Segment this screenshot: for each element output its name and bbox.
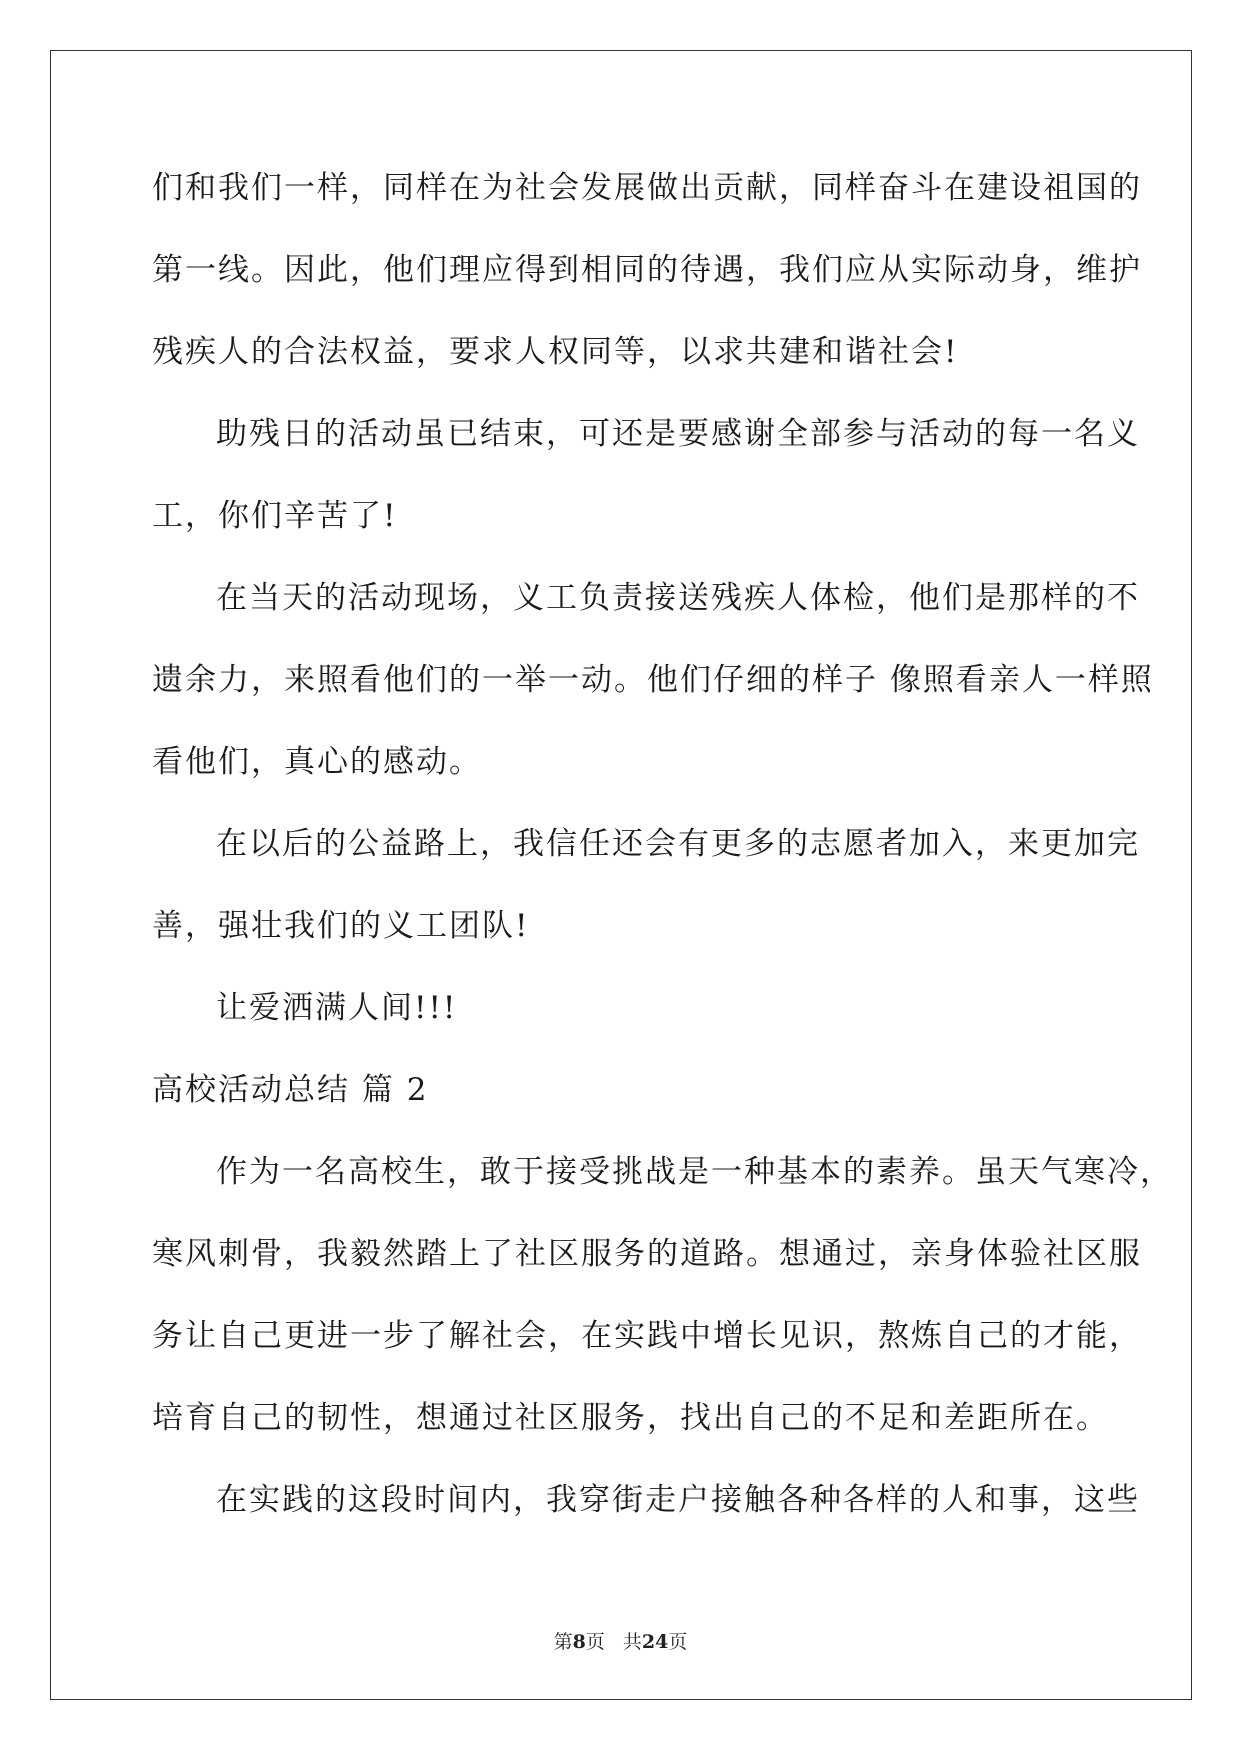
page-suffix: 页 — [585, 1631, 605, 1653]
paragraph-start: 作为一名高校生，敢于接受挑战是一种基本的素养。虽天气寒冷， — [216, 1154, 1173, 1190]
text-line: 务让自己更进一步了解社会，在实践中增长见识，熬炼自己的才能， — [152, 1318, 1142, 1354]
paragraph-start: 在以后的公益路上，我信任还会有更多的志愿者加入，来更加完 — [216, 826, 1140, 862]
document-body — [152, 160, 1173, 1554]
text-line: 们和我们一样，同样在为社会发展做出贡献，同样奋斗在建设祖国的 — [152, 170, 1142, 206]
text-line: 工，你们辛苦了! — [152, 498, 398, 534]
paragraph-start: 在当天的活动现场，义工负责接送残疾人体检，他们是那样的不 — [216, 580, 1140, 616]
page-number: 8 — [572, 1631, 586, 1653]
text-line: 善，强壮我们的义工团队! — [152, 908, 530, 944]
page-footer — [0, 1627, 1241, 1654]
paragraph-start: 助残日的活动虽已结束，可还是要感谢全部参与活动的每一名义 — [216, 416, 1140, 452]
paragraph-start: 在实践的这段时间内，我穿街走户接触各种各样的人和事，这些 — [216, 1482, 1140, 1518]
text-line: 残疾人的合法权益，要求人权同等，以求共建和谐社会! — [152, 334, 959, 370]
page-prefix: 第 — [553, 1631, 573, 1653]
text-line: 寒风刺骨，我毅然踏上了社区服务的道路。想通过，亲身体验社区服 — [152, 1236, 1142, 1272]
text-line: 第一线。因此，他们理应得到相同的待遇，我们应从实际动身，维护 — [152, 252, 1142, 288]
total-pages: 24 — [641, 1631, 669, 1653]
total-suffix: 页 — [668, 1631, 688, 1653]
total-prefix: 共 — [622, 1631, 642, 1653]
text-line: 培育自己的韧性，想通过社区服务，找出自己的不足和差距所在。 — [152, 1400, 1109, 1436]
text-line: 看他们，真心的感动。 — [152, 744, 482, 780]
section-heading: 高校活动总结 篇 2 — [152, 1072, 429, 1108]
paragraph-start: 让爱洒满人间!!! — [216, 990, 458, 1026]
text-line: 遗余力，来照看他们的一举一动。他们仔细的样子 像照看亲人一样照 — [152, 662, 1154, 698]
